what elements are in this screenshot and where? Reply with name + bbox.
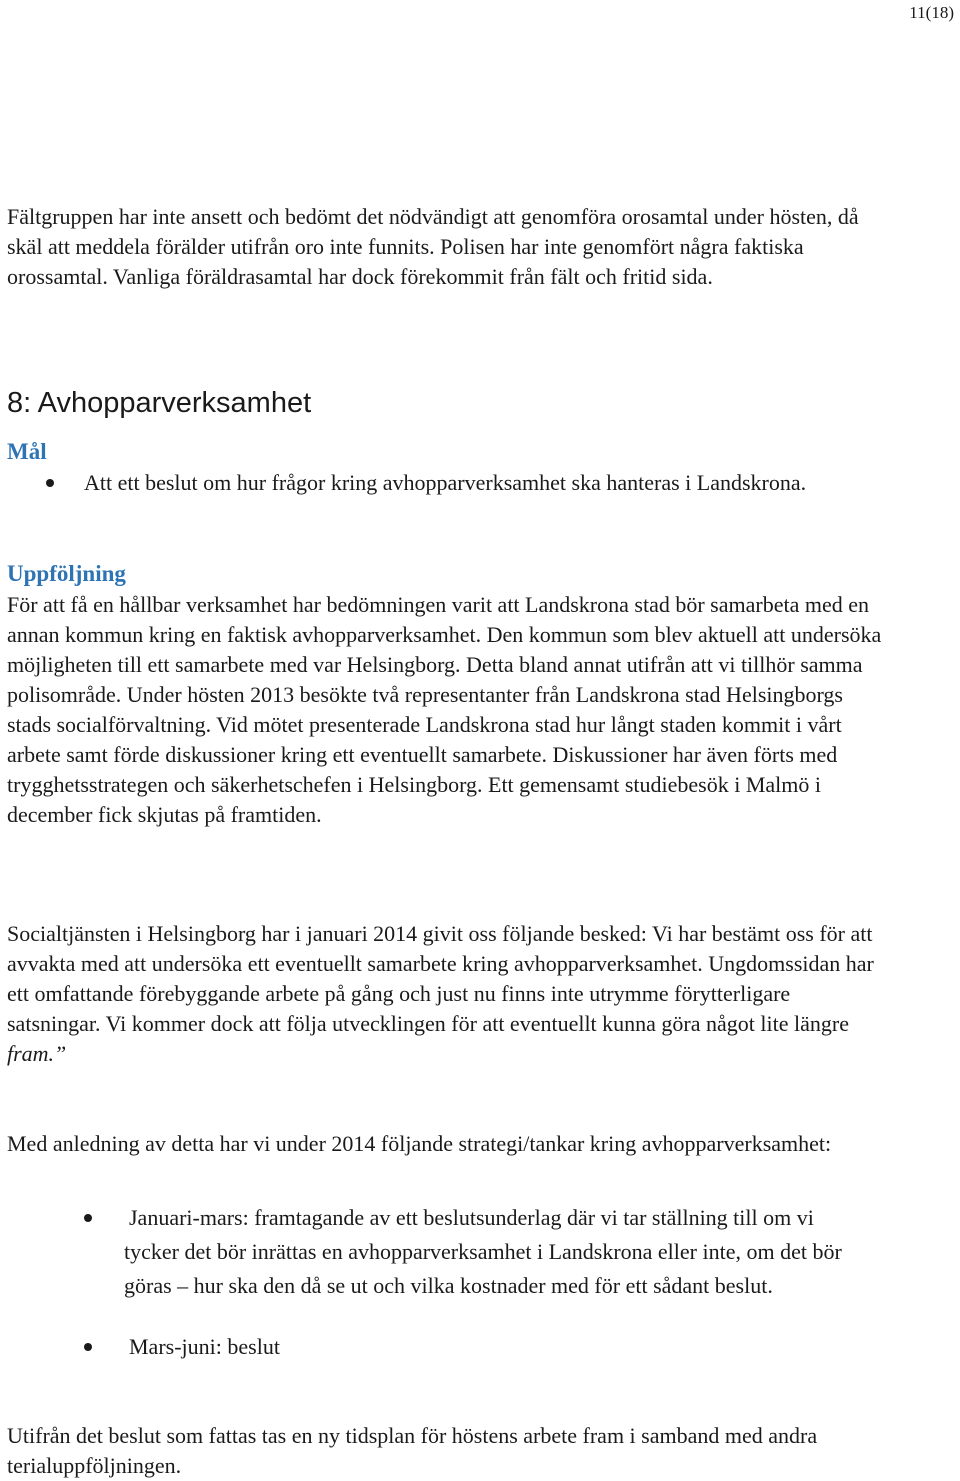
goal-list xyxy=(84,468,884,498)
strategy-list xyxy=(124,1201,864,1364)
strategy-list-item xyxy=(124,1330,864,1364)
intro-paragraph: Fältgruppen har inte ansett och bedömt det nödvändigt att genomföra orosamtal under hösten, då skäl att meddela förälder utifrån oro inte funnits. Polisen har inte genomfört några faktiska orossamtal. Vanliga föräldrasamtal har dock förekommit från fält och fritid sida. xyxy=(7,204,859,289)
strategy-item-text: Mars-juni: beslut xyxy=(129,1334,280,1359)
section-heading: 8: Avhopparverksamhet xyxy=(7,387,312,419)
quote-paragraph xyxy=(7,919,887,1069)
page-number: 11(18) xyxy=(909,3,954,22)
followup-heading: Uppföljning xyxy=(7,561,126,586)
followup-paragraph: För att få en hållbar verksamhet har bedömningen varit att Landskrona stad bör samarbeta med en annan kommun kring en faktisk avhopparverksamhet. Den kommun som blev aktuell att undersöka möjligheten till ett samarbete med var Helsingborg. Detta bland annat utifrån att vi tillhör samma polisområde. Under hösten 2013 besökte två representanter från Landskrona stad Helsingborgs stads socialförvaltning. Vid mötet presenterade Landskrona stad hur långt staden kommit i vårt arbete samt förde diskussioner kring ett eventuellt samarbete. Diskussioner har även förts med trygghetsstrategen och säkerhetschefen i Helsingborg. Ett gemensamt studiebesök i Malmö i december fick skjutas på framtiden. xyxy=(7,592,882,827)
strategy-item-text: Januari-mars: framtagande av ett beslutsunderlag där vi tar ställning till om vi tycker det bör inrättas en avhopparverksamhet i Landskrona eller inte, om det bör göras – hur ska den då se ut och vilka kostnader med för ett sådant beslut. xyxy=(124,1205,842,1298)
strategy-intro-paragraph: Med anledning av detta har vi under 2014 följande strategi/tankar kring avhopparverksamhet: xyxy=(7,1131,832,1156)
closing-paragraph: Utifrån det beslut som fattas tas en ny tidsplan för höstens arbete fram i samband med andra terialuppföljningen. xyxy=(7,1423,818,1478)
goal-heading: Mål xyxy=(7,439,47,464)
goal-list-item: Att ett beslut om hur frågor kring avhopparverksamhet ska hanteras i Landskrona. xyxy=(84,468,884,498)
strategy-list-item xyxy=(124,1201,864,1303)
quote-end: fram.” xyxy=(7,1041,67,1066)
quote-text: Socialtjänsten i Helsingborg har i januari 2014 givit oss följande besked: Vi har bestämt oss för att avvakta med att undersöka ett eventuellt samarbete kring avhopparverksamhet. Ungdomssidan har ett omfattande förebyggande arbete på gång och just nu finns inte utrymme förytterligare satsningar. Vi kommer dock att följa utvecklingen för att eventuellt kunna göra något lite längre xyxy=(7,921,874,1036)
